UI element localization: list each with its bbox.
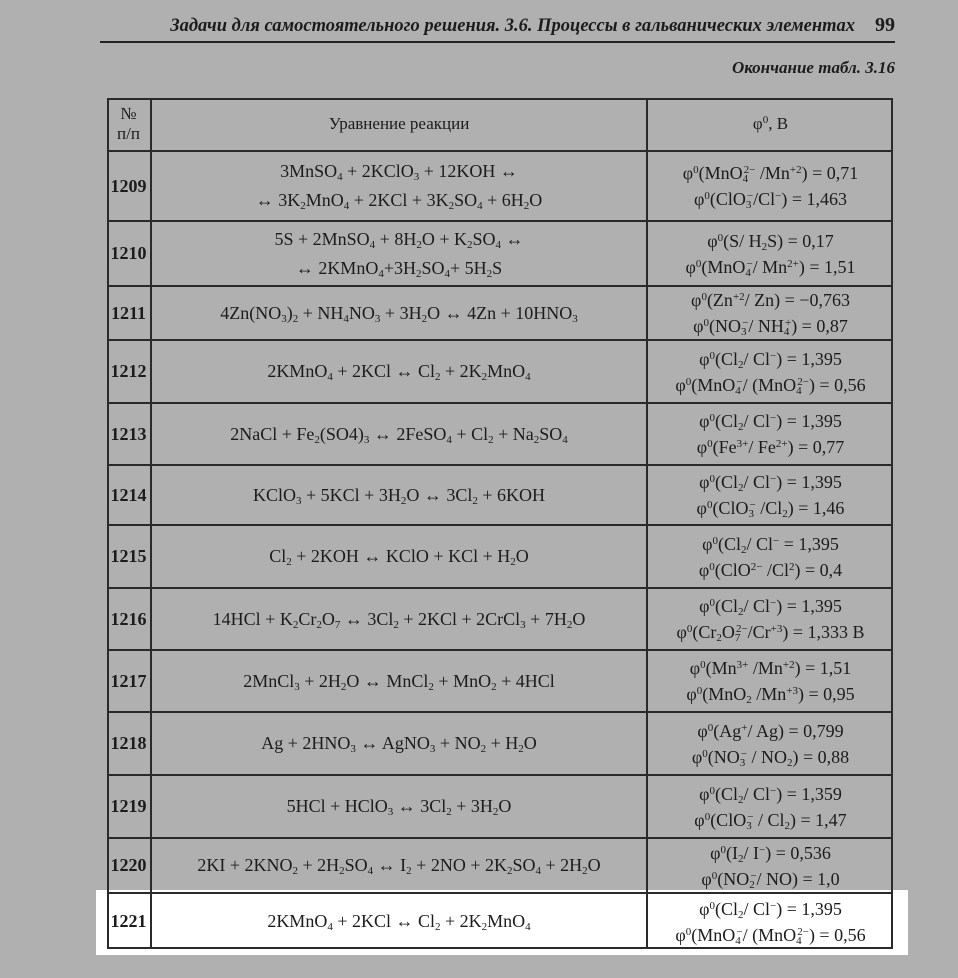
table-row-1217 <box>107 651 893 713</box>
row-number-cell <box>107 287 152 339</box>
equation-line: $4Zn(NO_3)_2 + NH_4NO_3 + 3H_2O$ ↔ $4Zn + 10HNO_3$ <box>220 302 578 325</box>
potential-line: $\varphi^0(MnO_4^{2-}$ $/Mn^{+2}) = 0,71$ <box>682 163 859 185</box>
row-number: 1216 <box>110 608 147 629</box>
equation-cell <box>152 713 648 774</box>
equation-line: ↔ $2KMnO_4+3H_2SO_4+ 5H_2S$ <box>295 257 503 280</box>
potential-line: $\varphi^0(NO_3^-/$ $NH_4^+) = 0,87$ <box>693 316 848 338</box>
row-number-cell <box>107 222 152 285</box>
header-rule <box>100 41 895 43</box>
row-number-cell <box>107 341 152 402</box>
potential-line: $\varphi^0(Cl_2/$ Cl−) = 1,395 <box>699 348 842 371</box>
table-body <box>107 152 893 949</box>
potential-line: $\varphi^0(Cl_2/$ Cl−) = 1,395 <box>699 411 842 433</box>
row-number: 1213 <box>110 423 147 444</box>
equation-line: $14HCl + K_2Cr_2O_7$ ↔ $3Cl_2 + 2KCl$ + 2CrCl$_3$ + $7H_2O$ <box>212 608 586 631</box>
potential-cell <box>648 526 893 587</box>
column-header-number-line2: п/п <box>117 124 140 143</box>
column-header-potential-label: $\varphi^0$, В <box>752 114 789 133</box>
potential-line: $\varphi^0(MnO_4^-/$ (MnO$_4^{2-}$) = 0,56 <box>675 374 866 397</box>
potential-cell <box>648 589 893 649</box>
row-number: 1221 <box>110 911 147 931</box>
potential-cell <box>648 713 893 774</box>
equation-line: ↔ $3K_2MnO_4 + 2KCl + 3K_2SO_4 + 6H_2O$ <box>255 190 543 212</box>
row-number: 1217 <box>110 670 147 691</box>
table-row-1218 <box>107 713 893 776</box>
potential-line: $\varphi^0(Zn^{+2}/$ Zn) = −0,763 <box>691 290 850 310</box>
row-number: 1219 <box>110 796 147 816</box>
potential-cell <box>648 222 893 285</box>
potential-line: $\varphi^0(Cl_2/$ Cl−) = 1,359 <box>699 783 842 806</box>
column-header-equation-label: Уравнение реакции <box>328 114 470 133</box>
column-header-number-line1: № <box>120 104 137 123</box>
row-number-cell <box>107 894 152 949</box>
row-number-cell <box>107 776 152 837</box>
potential-line: $\varphi^0(ClO^{2-}$ $/Cl^2) = 0,4$ <box>698 559 843 580</box>
equation-line: 2KMnO$_4$ + 2KCl ↔ $Cl_2 + 2K_2MnO_4$ <box>267 361 531 383</box>
potential-cell <box>648 776 893 837</box>
potential-line: $\varphi^0(Cl_2/$ Cl−) = 1,395 <box>699 596 842 618</box>
table-row-1211 <box>107 287 893 341</box>
equation-cell <box>152 287 648 339</box>
column-header-equation <box>152 98 648 150</box>
potential-cell <box>648 287 893 339</box>
row-number: 1209 <box>110 175 147 196</box>
potential-line: $\varphi^0(Cl_2/$ Cl−) = 1,395 <box>699 472 842 494</box>
potential-line: $\varphi^0(NO_2^-/$ NO) = 1,0 <box>701 868 840 891</box>
table-header-row <box>107 98 893 152</box>
table-row-1215 <box>107 526 893 589</box>
equation-line: 2MnCl$_3$ + $2H_2O$ ↔ MnCl$_2$ + MnO$_2$ + 4HCl <box>243 670 555 693</box>
reactions-table <box>107 98 893 949</box>
equation-cell <box>152 776 648 837</box>
equation-cell <box>152 152 648 220</box>
potential-line: $\varphi^0(ClO_3^-/Cl^-) = 1,463$ <box>693 189 848 211</box>
row-number-cell <box>107 466 152 524</box>
table-row-1209 <box>107 152 893 222</box>
potential-cell <box>648 404 893 464</box>
potential-line: $\varphi^0(Ag^+/$ Ag) = 0,799 <box>697 720 844 741</box>
equation-line: 3MnSO$_4$ + 2KClO$_3$ + 12KOH ↔ <box>280 161 518 183</box>
row-number: 1220 <box>110 855 147 875</box>
potential-line: $\varphi^0(Cr_2O_7^{2-}/Cr^{+3}) = 1,333$ В <box>676 622 865 644</box>
table-row-1213 <box>107 404 893 466</box>
row-number-cell <box>107 713 152 774</box>
table-row-1220 <box>107 839 893 894</box>
equation-line: 5HCl + HClO$_3$ ↔ $3Cl_2 + 3H_2O$ <box>286 796 512 818</box>
table-row-1219 <box>107 776 893 839</box>
potential-line: $\varphi^0(Mn^{3+}$ $/Mn^{+2}) = 1,51$ <box>689 658 852 678</box>
table-row-1216 <box>107 589 893 651</box>
potential-line: $\varphi^0(NO_3^- / NO_2) = 0,88$ <box>691 746 850 769</box>
potential-line: $\varphi^0(Cl_2/$ Cl−) = 1,395 <box>699 898 842 921</box>
equation-line: $Ag + 2HNO_3$ ↔ AgNO$_3$ + $NO_2 + H_2O$ <box>261 733 537 755</box>
potential-line: $\varphi^0(I_2/$ I−) = 0,536 <box>710 842 831 865</box>
table-row-1212 <box>107 341 893 404</box>
equation-line: $2KI + 2KNO_2 + 2H_2SO_4$ ↔ $I_2 + 2NO + 2K_2SO_4 + 2H_2O$ <box>197 855 601 877</box>
running-head-title: Задачи для самостоятельного решения. 3.6. Процессы в гальванических элементах <box>170 16 855 36</box>
potential-cell <box>648 894 893 949</box>
potential-line: $\varphi^0(ClO_3^-$ $/Cl_2) = 1,46$ <box>696 498 845 520</box>
equation-cell <box>152 341 648 402</box>
potential-line: $\varphi^0(ClO_3^- / Cl_2) = 1,47$ <box>694 809 847 832</box>
column-header-potential <box>648 98 893 150</box>
potential-line: $\varphi^0(MnO_2$ $/Mn^{+3}) = 0,95$ <box>686 684 855 706</box>
potential-cell <box>648 152 893 220</box>
potential-line: $\varphi^0(Cl_2/$ Cl− = 1,395 <box>702 533 839 556</box>
equation-line: 2NaCl + $Fe_2(SO4)_3$ ↔ 2FeSO$_4$ + $Cl_2 + Na_2SO_4$ <box>230 423 568 446</box>
row-number: 1214 <box>110 484 147 505</box>
column-header-number <box>107 98 152 150</box>
equation-line: 2KMnO$_4$ + 2KCl ↔ $Cl_2 + 2K_2MnO_4$ <box>267 911 531 933</box>
row-number-cell <box>107 152 152 220</box>
potential-line: $\varphi^0(Fe^{3+}/$ $Fe^{2+}) = 0,77$ <box>696 437 845 457</box>
equation-cell <box>152 404 648 464</box>
potential-cell <box>648 839 893 892</box>
row-number: 1215 <box>110 546 147 566</box>
equation-cell <box>152 839 648 892</box>
equation-cell <box>152 222 648 285</box>
equation-cell <box>152 466 648 524</box>
potential-line: $\varphi^0(MnO_4^-/$ (MnO$_4^{2-}$) = 0,56 <box>675 924 866 947</box>
potential-line: $\varphi^0(S/$ $H_2S) = 0,17$ <box>707 230 834 253</box>
equation-line: KClO$_3$ + $5KCl + 3H_2O$ ↔ $3Cl_2 + 6KOH$ <box>253 484 545 507</box>
row-number: 1210 <box>110 243 147 263</box>
table-row-1221 <box>107 894 893 949</box>
row-number: 1212 <box>110 361 147 381</box>
row-number-cell <box>107 839 152 892</box>
page-number: 99 <box>875 14 895 36</box>
row-number: 1218 <box>110 733 147 753</box>
potential-cell <box>648 651 893 711</box>
potential-line: $\varphi^0(MnO_4^-/$ $Mn^{2+}) = 1,51$ <box>685 256 856 279</box>
table-caption: Окончание табл. 3.16 <box>731 58 895 77</box>
row-number: 1211 <box>110 302 146 323</box>
potential-cell <box>648 466 893 524</box>
row-number-cell <box>107 526 152 587</box>
equation-cell <box>152 526 648 587</box>
row-number-cell <box>107 404 152 464</box>
equation-line: $Cl_2 + 2KOH$ ↔ KClO + KCl + $H_2O$ <box>269 546 529 568</box>
table-row-1214 <box>107 466 893 526</box>
equation-cell <box>152 589 648 649</box>
running-head <box>100 14 895 37</box>
row-number-cell <box>107 589 152 649</box>
potential-cell <box>648 341 893 402</box>
equation-cell <box>152 651 648 711</box>
equation-line: 5S + 2MnSO$_4$ + $8H_2O + K_2SO_4$ ↔ <box>274 228 524 251</box>
table-row-1210 <box>107 222 893 287</box>
equation-cell <box>152 894 648 949</box>
row-number-cell <box>107 651 152 711</box>
